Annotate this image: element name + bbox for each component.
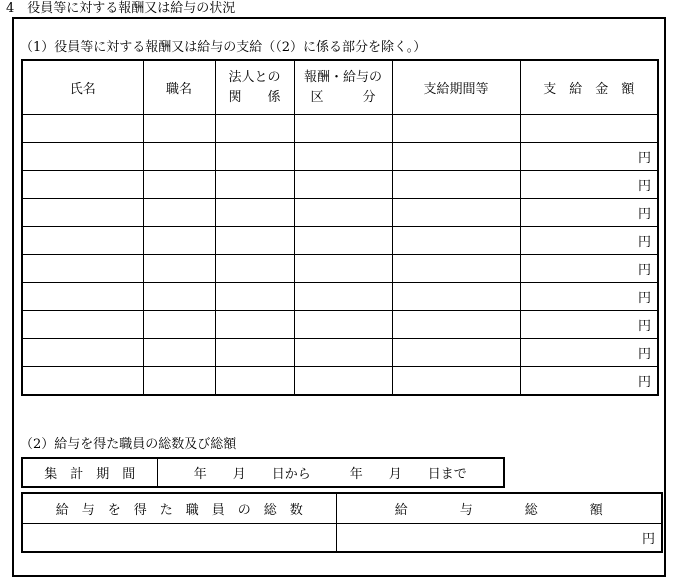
relation-field[interactable] xyxy=(215,227,294,255)
amount-field[interactable]: 円 xyxy=(520,227,658,255)
header-period: 支給期間等 xyxy=(392,60,520,115)
period-field[interactable] xyxy=(392,227,520,255)
officer-pay-row xyxy=(22,255,658,283)
officer-pay-row xyxy=(22,339,658,367)
officer-pay-row xyxy=(22,115,658,143)
pay-type-field[interactable] xyxy=(294,143,392,171)
pay-type-field[interactable] xyxy=(294,115,392,143)
pay-type-field[interactable] xyxy=(294,283,392,311)
staff-pay-table xyxy=(21,492,663,553)
header-pay-type-line1: 報酬・給与の xyxy=(303,69,382,85)
part2-title: （2）給与を得た職員の総数及び総額 xyxy=(20,437,237,452)
name-field[interactable] xyxy=(22,171,143,199)
pay-type-field[interactable] xyxy=(294,339,392,367)
position-field[interactable] xyxy=(143,367,215,396)
amount-field[interactable]: 円 xyxy=(520,339,658,367)
officer-pay-row xyxy=(22,283,658,311)
staff-pay-header-row xyxy=(22,493,662,524)
name-field[interactable] xyxy=(22,199,143,227)
pay-type-field[interactable] xyxy=(294,227,392,255)
amount-field[interactable]: 円 xyxy=(520,143,658,171)
officer-pay-row xyxy=(22,227,658,255)
position-field[interactable] xyxy=(143,199,215,227)
relation-field[interactable] xyxy=(215,367,294,396)
amount-field[interactable]: 円 xyxy=(520,255,658,283)
amount-field[interactable]: 円 xyxy=(520,199,658,227)
pay-type-field[interactable] xyxy=(294,199,392,227)
position-field[interactable] xyxy=(143,227,215,255)
aggregation-period-row xyxy=(22,458,504,487)
position-field[interactable] xyxy=(143,143,215,171)
officer-pay-header-row xyxy=(22,60,658,115)
header-name: 氏名 xyxy=(22,60,143,115)
officer-pay-row xyxy=(22,143,658,171)
name-field[interactable] xyxy=(22,339,143,367)
officer-pay-row xyxy=(22,199,658,227)
period-field[interactable] xyxy=(392,283,520,311)
period-field[interactable] xyxy=(392,311,520,339)
name-field[interactable] xyxy=(22,227,143,255)
period-field[interactable] xyxy=(392,143,520,171)
header-amount: 支 給 金 額 xyxy=(520,60,658,115)
header-pay-type-line2: 区 分 xyxy=(310,89,376,105)
header-relation-line1: 法人との xyxy=(228,69,281,85)
relation-field[interactable] xyxy=(215,339,294,367)
relation-field[interactable] xyxy=(215,143,294,171)
relation-field[interactable] xyxy=(215,283,294,311)
period-label: 集 計 期 間 xyxy=(22,458,157,487)
position-field[interactable] xyxy=(143,255,215,283)
period-value-field[interactable]: 年 月 日から 年 月 日まで xyxy=(157,458,504,487)
header-relation-line2: 関 係 xyxy=(228,89,281,105)
position-field[interactable] xyxy=(143,311,215,339)
position-field[interactable] xyxy=(143,283,215,311)
header-position: 職名 xyxy=(143,60,215,115)
relation-field[interactable] xyxy=(215,199,294,227)
amount-field[interactable] xyxy=(520,115,658,143)
relation-field[interactable] xyxy=(215,255,294,283)
name-field[interactable] xyxy=(22,255,143,283)
relation-field[interactable] xyxy=(215,171,294,199)
name-field[interactable] xyxy=(22,115,143,143)
pay-type-field[interactable] xyxy=(294,367,392,396)
name-field[interactable] xyxy=(22,311,143,339)
staff-pay-data-row xyxy=(22,524,662,553)
amount-field[interactable]: 円 xyxy=(520,283,658,311)
position-field[interactable] xyxy=(143,171,215,199)
pay-type-field[interactable] xyxy=(294,171,392,199)
header-relation xyxy=(215,60,294,115)
period-field[interactable] xyxy=(392,367,520,396)
section-title: 4 役員等に対する報酬又は給与の状況 xyxy=(6,1,236,16)
relation-field[interactable] xyxy=(215,311,294,339)
part1-title: （1）役員等に対する報酬又は給与の支給（（2）に係る部分を除く。） xyxy=(20,40,427,55)
officer-pay-row xyxy=(22,311,658,339)
header-pay-total: 給 与 総 額 xyxy=(336,493,662,524)
header-pay-type xyxy=(294,60,392,115)
period-field[interactable] xyxy=(392,255,520,283)
officer-pay-row xyxy=(22,171,658,199)
period-field[interactable] xyxy=(392,115,520,143)
relation-field[interactable] xyxy=(215,115,294,143)
amount-field[interactable]: 円 xyxy=(520,171,658,199)
pay-total-field[interactable]: 円 xyxy=(336,524,662,553)
period-field[interactable] xyxy=(392,339,520,367)
name-field[interactable] xyxy=(22,143,143,171)
period-field[interactable] xyxy=(392,171,520,199)
header-staff-total: 給 与 を 得 た 職 員 の 総 数 xyxy=(22,493,336,524)
position-field[interactable] xyxy=(143,339,215,367)
position-field[interactable] xyxy=(143,115,215,143)
name-field[interactable] xyxy=(22,283,143,311)
name-field[interactable] xyxy=(22,367,143,396)
pay-type-field[interactable] xyxy=(294,255,392,283)
amount-field[interactable]: 円 xyxy=(520,367,658,396)
aggregation-period-table xyxy=(21,457,505,488)
amount-field[interactable]: 円 xyxy=(520,311,658,339)
period-field[interactable] xyxy=(392,199,520,227)
officer-pay-table xyxy=(21,59,659,396)
officer-pay-row xyxy=(22,367,658,396)
staff-total-field[interactable] xyxy=(22,524,336,553)
pay-type-field[interactable] xyxy=(294,311,392,339)
